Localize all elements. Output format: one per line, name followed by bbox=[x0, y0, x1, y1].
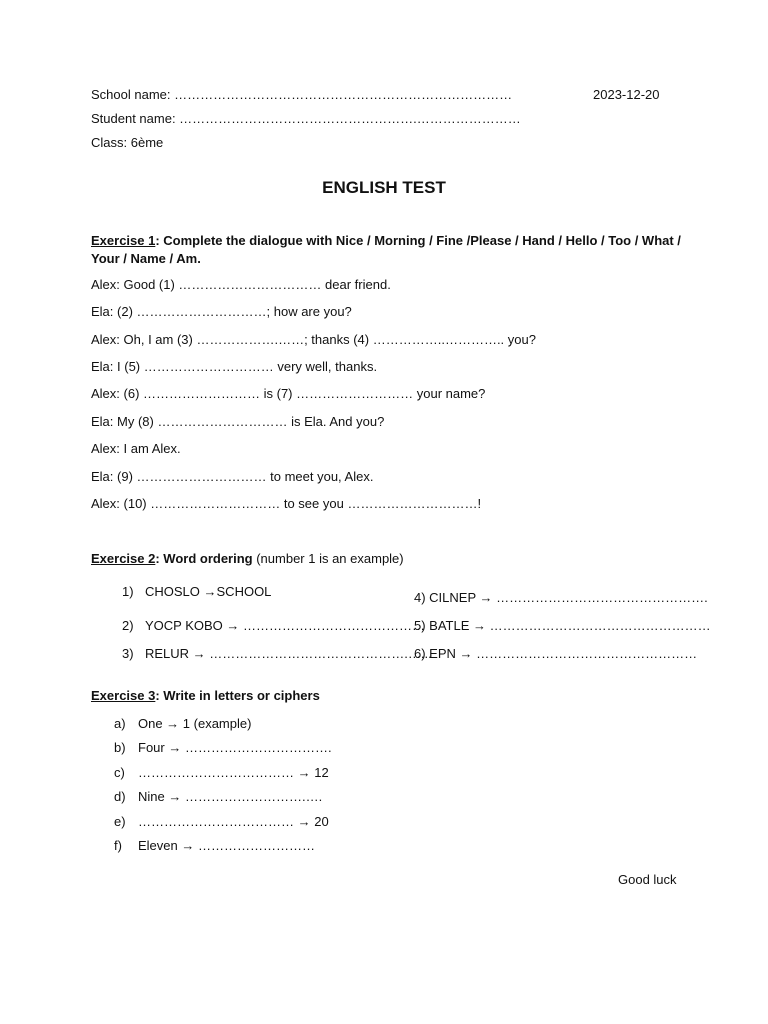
dialogue-line: Alex: (10) ………………………… to see you …………………………! bbox=[91, 496, 482, 511]
list-letter: b) bbox=[114, 740, 126, 755]
dialogue-line: Ela: (2) …………………………; how are you? bbox=[91, 304, 352, 319]
dialogue-line: Alex: Oh, I am (3) ……………….……; thanks (4) ……………..………….. you? bbox=[91, 332, 536, 347]
word-order-number: 3) bbox=[122, 646, 134, 661]
exercise-3-label: Exercise 3 bbox=[91, 688, 156, 703]
word-order-item: 5) BATLE → …………………………………………… bbox=[414, 618, 711, 633]
dialogue-line: Ela: My (8) ………………………… is Ela. And you? bbox=[91, 414, 385, 429]
exercise-1-instruction: : Complete the dialogue with Nice / Morning / Fine /Please / Hand / Hello / Too / What / Your / Name / Am. bbox=[91, 233, 681, 266]
list-item: Four → ……………………………. bbox=[138, 740, 332, 755]
word-order-number: 2) bbox=[122, 618, 134, 633]
list-item: One → 1 (example) bbox=[138, 716, 252, 731]
list-item: Eleven → ……………………… bbox=[138, 838, 315, 853]
dialogue-line: Alex: (6) ……………………… is (7) ……………………… your name? bbox=[91, 386, 486, 401]
exercise-3-heading bbox=[91, 688, 320, 704]
list-letter: c) bbox=[114, 765, 125, 780]
list-letter: e) bbox=[114, 814, 126, 829]
word-order-item: RELUR → ……………………………………….…... bbox=[145, 646, 432, 661]
list-letter: d) bbox=[114, 789, 126, 804]
exercise-1-heading bbox=[91, 232, 691, 268]
exercise-2-heading bbox=[91, 551, 404, 567]
school-name-line: School name: …………………………………………………………………… bbox=[91, 87, 513, 102]
list-letter: a) bbox=[114, 716, 126, 731]
word-order-item: 4) CILNEP → …………………………………………. bbox=[414, 590, 708, 605]
student-name-line: Student name: ……………………………………………….…………………… bbox=[91, 111, 521, 126]
exercise-2-note: (number 1 is an example) bbox=[252, 551, 404, 566]
exercise-1-label: Exercise 1 bbox=[91, 233, 156, 248]
dialogue-line: Alex: I am Alex. bbox=[91, 441, 181, 456]
dialogue-line: Alex: Good (1) …………………………… dear friend. bbox=[91, 277, 391, 292]
page-title: ENGLISH TEST bbox=[322, 178, 446, 197]
exercise-3-instruction: : Write in letters or ciphers bbox=[155, 688, 320, 703]
test-date: 2023-12-20 bbox=[593, 87, 660, 102]
exercise-2-label: Exercise 2 bbox=[91, 551, 156, 566]
word-order-item: CHOSLO →SCHOOL bbox=[145, 584, 272, 599]
list-item: Nine → ……………………….…. bbox=[138, 789, 323, 804]
word-order-number: 1) bbox=[122, 584, 134, 599]
closing-text: Good luck bbox=[618, 872, 677, 887]
list-letter: f) bbox=[114, 838, 122, 853]
exercise-2-instruction: : Word ordering bbox=[155, 551, 253, 566]
dialogue-line: Ela: (9) ………………………… to meet you, Alex. bbox=[91, 469, 374, 484]
class-line: Class: 6ème bbox=[91, 135, 164, 150]
list-item: ……………………………… → 12 bbox=[138, 765, 329, 780]
word-order-item: YOCP KOBO → …………………………………… bbox=[145, 618, 426, 633]
word-order-item: 6) EPN → …………………………………………… bbox=[414, 646, 698, 661]
list-item: ……………………………… → 20 bbox=[138, 814, 329, 829]
dialogue-line: Ela: I (5) ………………………… very well, thanks. bbox=[91, 359, 378, 374]
